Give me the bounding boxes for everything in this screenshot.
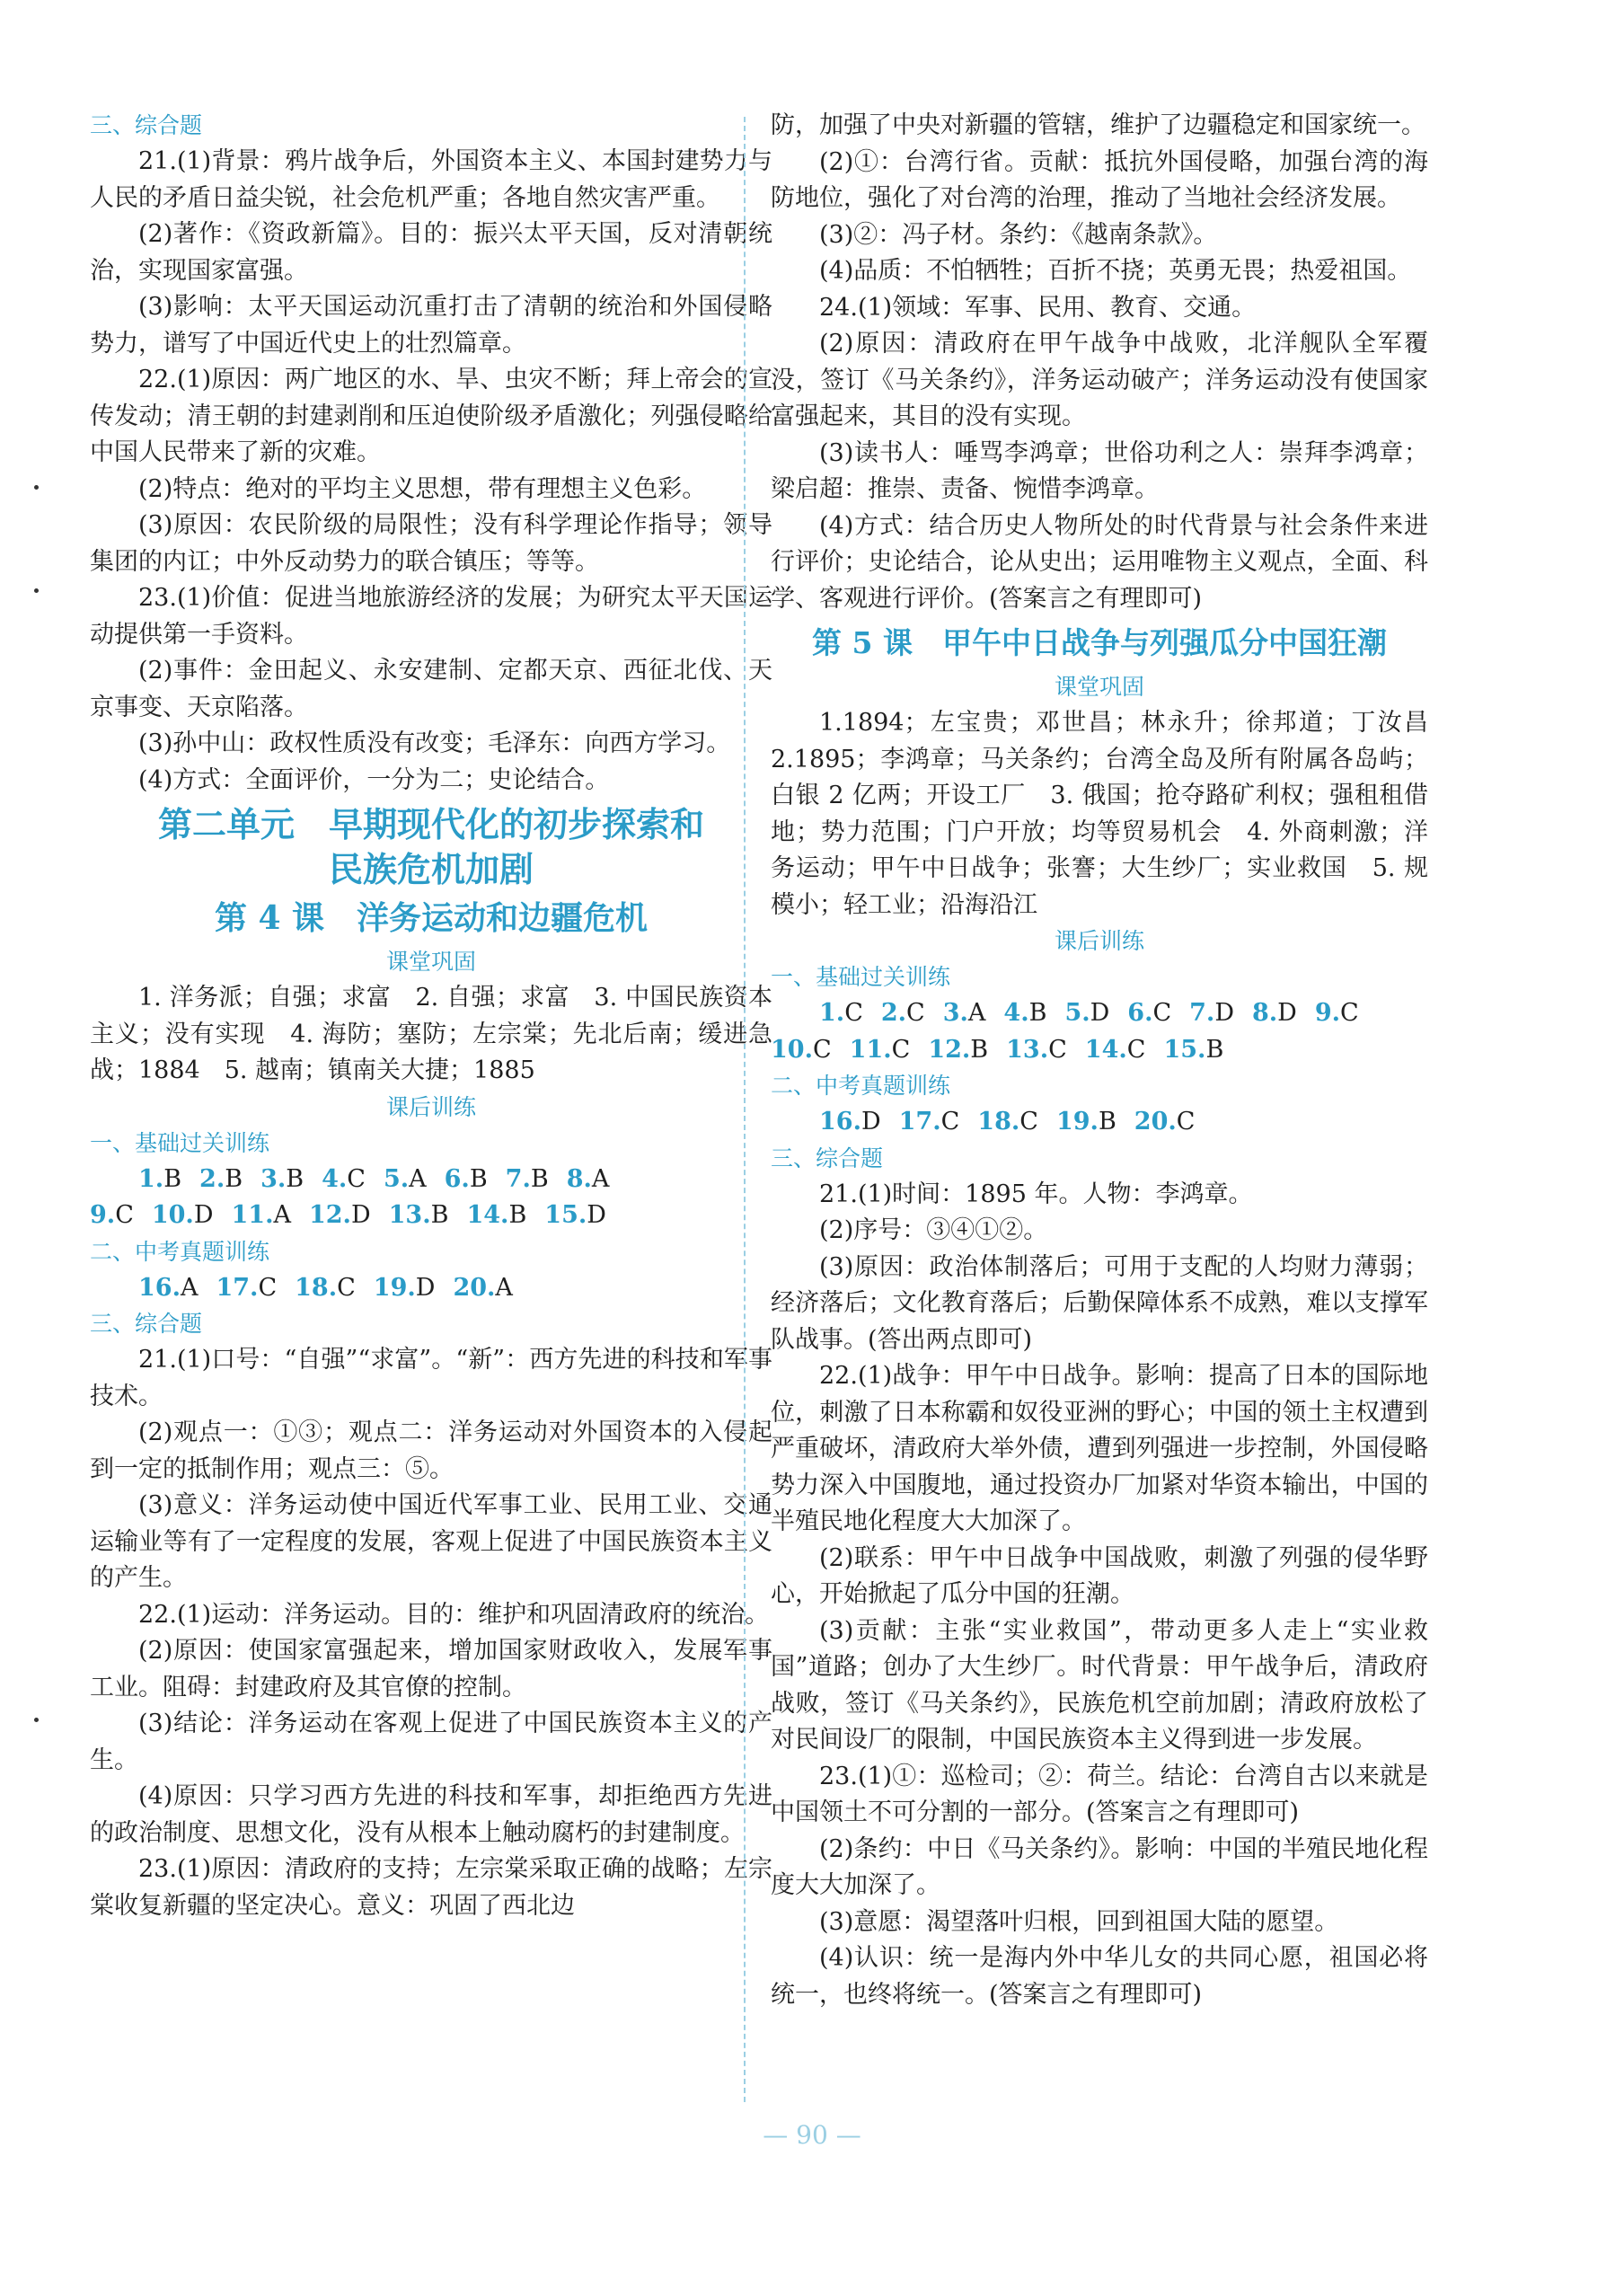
answer-choice: C (906, 999, 925, 1027)
answer-choice: D (415, 1273, 436, 1302)
question-number: 2. (880, 999, 907, 1027)
question-number: 8. (1251, 999, 1278, 1027)
question-number: 6. (1127, 999, 1153, 1027)
answer-choice: A (409, 1164, 427, 1193)
answer-choice: B (508, 1201, 527, 1229)
mc-answers (90, 1270, 772, 1307)
lesson-title: 第 4 课 洋务运动和边疆危机 (214, 899, 649, 937)
margin-dot (34, 1718, 39, 1722)
question-number: 9. (90, 1201, 116, 1229)
question-number: 5. (383, 1164, 410, 1193)
answer-choice: B (1205, 1035, 1224, 1064)
question-number: 13. (1006, 1035, 1049, 1064)
lesson-title: 第 5 课 甲午中日战争与列强瓜分中国狂潮 (812, 625, 1387, 660)
answer-paragraph: (2)条约：中日《马关条约》。影响：中国的半殖民地化程度大大加深了。 (771, 1834, 1428, 1899)
answer-paragraph: (4)方式：结合历史人物所处的时代背景与社会条件来进行评价；史论结合，论从史出；运用唯物主义观点，全面、科学、客观进行评价。(答案言之有理即可) (771, 511, 1428, 613)
answer-paragraph: (2)原因：使国家富强起来，增加国家财政收入，发展军事工业。阻碍：封建政府及其官僚的控制。 (90, 1637, 772, 1701)
subheading-kehou: 课后训练 (385, 1093, 476, 1120)
section-heading: 一、基础过关训练 (90, 1129, 270, 1156)
answer-choice: B (225, 1164, 243, 1193)
mc-answers (771, 995, 1428, 1032)
answer-choice: D (1214, 999, 1234, 1027)
answer-choice: D (587, 1201, 606, 1229)
mc-answers (771, 1032, 1428, 1069)
answer-choice: A (273, 1201, 291, 1229)
question-number: 4. (1003, 999, 1029, 1027)
question-number: 9. (1314, 999, 1341, 1027)
answer-paragraph: 23.(1)①：巡检司；②：荷兰。结论：台湾自古以来就是中国领土不可分割的一部分。(答案言之有理即可) (771, 1762, 1428, 1826)
answer-choice: B (530, 1164, 549, 1193)
answer-paragraph: (3)结论：洋务运动在客观上促进了中国民族资本主义的产生。 (90, 1710, 772, 1774)
answer-paragraph: (3)②：冯子材。条约：《越南条款》。 (819, 220, 1218, 249)
answer-paragraph: (3)意愿：渴望落叶归根，回到祖国大陆的愿望。 (819, 1907, 1339, 1936)
answer-choice: C (1048, 1035, 1067, 1064)
answer-paragraph: 防，加强了中央对新疆的管辖，维护了边疆稳定和国家统一。 (771, 111, 1425, 139)
left-column (90, 108, 772, 1924)
subheading-kehou: 课后训练 (1054, 928, 1144, 954)
answer-paragraph: (2)原因：清政府在甲午战争中战败，北洋舰队全军覆没，签订《马关条约》，洋务运动破产；洋务运动没有使国家富强起来，其目的没有实现。 (771, 330, 1428, 430)
answer-paragraph: (2)①：台湾行省。贡献：抵抗外国侵略，加强台湾的海防地位，强化了对台湾的治理，推动了当地社会经济发展。 (771, 147, 1428, 212)
answer-choice: A (180, 1273, 199, 1302)
question-number: 14. (1084, 1035, 1127, 1064)
margin-dot (34, 588, 39, 593)
subheading-ketang: 课堂巩固 (1054, 674, 1144, 700)
section-heading: 二、中考真题训练 (90, 1238, 270, 1265)
column-divider (744, 117, 746, 2102)
answer-paragraph: (4)原因：只学习西方先进的科技和军事，却拒绝西方先进的政治制度、思想文化，没有从根本上触动腐朽的封建制度。 (90, 1782, 772, 1847)
answer-paragraph: (3)读书人：唾骂李鸿章；世俗功利之人：崇拜李鸿章；梁启超：推崇、责备、惋惜李鸿章。 (771, 438, 1428, 503)
answer-paragraph: 22.(1)运动：洋务运动。目的：维护和巩固清政府的统治。 (138, 1600, 770, 1629)
answer-paragraph: (2)事件：金田起义、永安建制、定都天京、西征北伐、天京事变、天京陷落。 (90, 657, 772, 721)
answer-choice: C (1126, 1035, 1146, 1064)
answer-choice: D (1090, 999, 1110, 1027)
answer-paragraph: 22.(1)原因：两广地区的水、旱、虫灾不断；拜上帝会的宣传发动；清王朝的封建剥削和压迫使阶级矛盾激化；列强侵略给中国人民带来了新的灾难。 (90, 366, 772, 466)
answer-choice: D (350, 1201, 371, 1229)
answer-paragraph: (4)方式：全面评价，一分为二；史论结合。 (138, 765, 610, 794)
question-number: 11. (849, 1035, 892, 1064)
mc-answers (90, 1197, 772, 1234)
question-number: 16. (819, 1108, 861, 1136)
question-number: 18. (977, 1108, 1020, 1136)
section-heading: 三、综合题 (90, 1311, 203, 1337)
answer-choice: C (812, 1035, 832, 1064)
answer-paragraph: (2)序号：③④①②。 (819, 1216, 1048, 1244)
question-number: 17. (216, 1273, 259, 1302)
answer-paragraph: 21.(1)口号：“自强”“求富”。“新”：西方先进的科技和军事技术。 (90, 1346, 772, 1410)
answer-choice: A (967, 999, 986, 1027)
answer-paragraph: 21.(1)背景：鸦片战争后，外国资本主义、本国封建势力与人民的矛盾日益尖锐，社会危机严重；各地自然灾害严重。 (90, 147, 772, 212)
unit-title: 第二单元 早期现代化的初步探索和 (157, 804, 704, 844)
answer-choice: B (469, 1164, 488, 1193)
answer-choice: D (193, 1201, 214, 1229)
question-number: 1. (819, 999, 845, 1027)
question-number: 20. (453, 1273, 496, 1302)
answer-choice: D (861, 1108, 881, 1136)
question-number: 12. (308, 1201, 351, 1229)
answer-choice: C (1152, 999, 1172, 1027)
question-number: 1. (138, 1164, 164, 1193)
question-number: 8. (566, 1164, 592, 1193)
question-number: 13. (388, 1201, 431, 1229)
answer-choice: B (1098, 1108, 1116, 1136)
answer-paragraph: (2)联系：甲午中日战争中国战败，刺激了列强的侵华野心，开始掀起了瓜分中国的狂潮。 (771, 1543, 1428, 1608)
section-heading: 三、综合题 (771, 1144, 884, 1171)
mc-answers (90, 1162, 772, 1198)
question-number: 17. (898, 1108, 941, 1136)
answer-paragraph: (2)著作：《资政新篇》。目的：振兴太平天国，反对清朝统治，实现国家富强。 (90, 220, 772, 285)
answer-paragraph: (4)认识：统一是海内外中华儿女的共同心愿，祖国必将统一，也终将统一。(答案言之有理即可) (771, 1944, 1428, 2009)
answer-choice: B (1028, 999, 1047, 1027)
answer-choice: A (591, 1164, 610, 1193)
question-number: 7. (505, 1164, 531, 1193)
section-heading: 二、中考真题训练 (771, 1073, 951, 1099)
question-number: 5. (1064, 999, 1090, 1027)
answer-choice: D (1277, 999, 1297, 1027)
question-number: 15. (1163, 1035, 1206, 1064)
unit-title: 民族危机加剧 (328, 849, 534, 889)
question-number: 19. (1055, 1108, 1099, 1136)
subheading-ketang: 课堂巩固 (385, 949, 476, 975)
answer-choice: C (258, 1273, 278, 1302)
answer-choice: B (286, 1164, 304, 1193)
question-number: 6. (444, 1164, 470, 1193)
page-number: — 90 — (763, 2120, 861, 2150)
question-number: 14. (466, 1201, 509, 1229)
answer-paragraph: (4)品质：不怕牺牲；百折不挠；英勇无畏；热爱祖国。 (819, 257, 1412, 285)
answer-choice: C (891, 1035, 911, 1064)
answer-paragraph: 21.(1)时间：1895 年。人物：李鸿章。 (819, 1180, 1253, 1208)
question-number: 10. (151, 1201, 194, 1229)
answer-paragraph: 23.(1)价值：促进当地旅游经济的发展；为研究太平天国运动提供第一手资料。 (90, 584, 772, 649)
answer-paragraph: (2)特点：绝对的平均主义思想，带有理想主义色彩。 (138, 474, 707, 503)
question-number: 18. (295, 1273, 338, 1302)
question-number: 19. (373, 1273, 416, 1302)
answer-paragraph: (3)孙中山：政权性质没有改变；毛泽东：向西方学习。 (138, 729, 731, 757)
question-number: 7. (1189, 999, 1215, 1027)
question-number: 3. (260, 1164, 287, 1193)
answer-paragraph: (3)原因：政治体制落后；可用于支配的人均财力薄弱；经济落后；文化教育落后；后勤保障体系不成熟，难以支撑军队战事。(答出两点即可) (771, 1252, 1428, 1354)
answer-paragraph: (2)观点一：①③；观点二：洋务运动对外国资本的入侵起到一定的抵制作用；观点三：⑤。 (90, 1418, 772, 1483)
answer-choice: C (337, 1273, 356, 1302)
answer-choice: C (1176, 1108, 1196, 1136)
answer-choice: B (163, 1164, 182, 1193)
mc-answers (771, 1104, 1428, 1141)
section-heading: 一、基础过关训练 (771, 964, 951, 990)
section-heading: 三、综合题 (90, 112, 203, 138)
answer-paragraph: 1.1894；左宝贵；邓世昌；林永升；徐邦道；丁汝昌 2.1895；李鸿章；马关条约；台湾全岛及所有附属各岛屿；白银 2 亿两；开设工厂 3. 俄国；抢夺路矿利权；强租租借地；势力范围；门户开放；均等贸易机会 4. 外商刺激；洋务运动；甲午中日战争；张謇；大生纱厂；实业救国 5. 规模小；轻工业；沿海沿江 (771, 709, 1452, 919)
answer-paragraph: (3)原因：农民阶级的局限性；没有科学理论作指导；领导集团的内讧；中外反动势力的联合镇压；等等。 (90, 511, 772, 576)
question-number: 3. (942, 999, 968, 1027)
question-number: 20. (1134, 1108, 1177, 1136)
answer-paragraph: 22.(1)战争：甲午中日战争。影响：提高了日本的国际地位，刺激了日本称霸和奴役亚洲的野心；中国的领土主权遭到严重破坏，清政府大举外债，遭到列强进一步控制，外国侵略势力深入中国腹地，通过投资办厂加紧对华资本输出，中国的半殖民地化程度大大加深了。 (771, 1362, 1428, 1535)
answer-choice: C (347, 1164, 366, 1193)
answer-choice: B (970, 1035, 989, 1064)
answer-paragraph: 24.(1)领域：军事、民用、教育、交通。 (819, 293, 1257, 322)
answer-choice: C (844, 999, 863, 1027)
answer-paragraph: (3)贡献：主张“实业救国”，带动更多人走上“实业救国”道路；创办了大生纱厂。时代背景：甲午战争后，清政府战败，签订《马关条约》，民族危机空前加剧；清政府放松了对民间设厂的限制，中国民族资本主义得到进一步发展。 (771, 1616, 1428, 1754)
answer-choice: B (430, 1201, 449, 1229)
answer-paragraph: 1. 洋务派；自强；求富 2. 自强；求富 3. 中国民族资本主义；没有实现 4. 海防；塞防；左宗棠；先北后南；缓进急战；1884 5. 越南；镇南关大捷；1885 (90, 984, 772, 1084)
answer-choice: C (1019, 1108, 1038, 1136)
answer-choice: A (495, 1273, 513, 1302)
question-number: 11. (231, 1201, 274, 1229)
answer-choice: C (1340, 999, 1359, 1027)
answer-paragraph: (3)影响：太平天国运动沉重打击了清朝的统治和外国侵略势力，谱写了中国近代史上的壮烈篇章。 (90, 293, 772, 358)
right-column (771, 108, 1452, 2013)
question-number: 15. (544, 1201, 587, 1229)
answer-choice: C (115, 1201, 134, 1229)
answer-choice: C (940, 1108, 960, 1136)
question-number: 10. (771, 1035, 813, 1064)
question-number: 4. (322, 1164, 348, 1193)
question-number: 2. (199, 1164, 225, 1193)
answer-paragraph: 23.(1)原因：清政府的支持；左宗棠采取正确的战略；左宗棠收复新疆的坚定决心。意义：巩固了西北边 (90, 1855, 772, 1920)
question-number: 16. (138, 1273, 181, 1302)
margin-dot (34, 485, 39, 490)
answer-paragraph: (3)意义：洋务运动使中国近代军事工业、民用工业、交通运输业等有了一定程度的发展，客观上促进了中国民族资本主义的产生。 (90, 1491, 772, 1592)
question-number: 12. (928, 1035, 971, 1064)
